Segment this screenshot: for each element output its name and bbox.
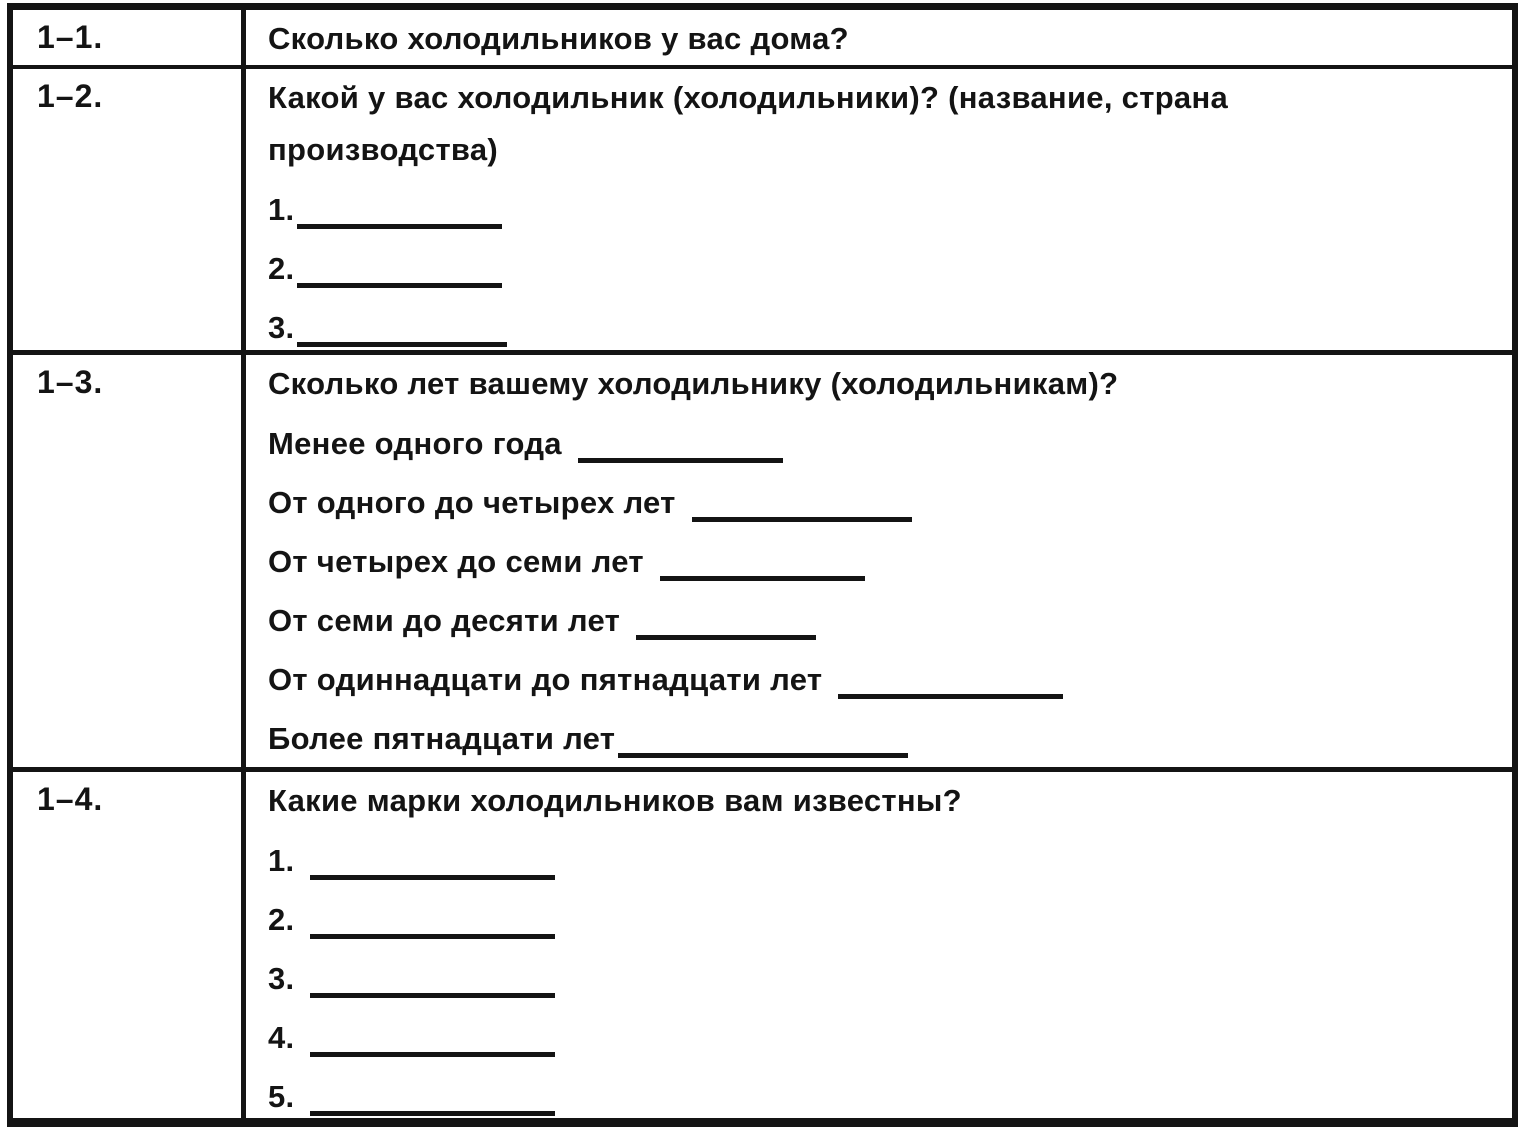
fill-in-blank[interactable]	[838, 669, 1063, 699]
question-cell	[241, 350, 1512, 767]
question-text: Сколько лет вашему холодильнику (холодильникам)?	[268, 366, 1119, 401]
list-item	[268, 1020, 1484, 1057]
question-cell	[241, 65, 1512, 350]
fill-in-blank[interactable]	[692, 492, 912, 522]
list-item	[268, 251, 1484, 288]
item-label: 2.	[268, 251, 295, 286]
item-label: От одного до четырех лет	[268, 485, 676, 520]
list-item	[268, 603, 1484, 640]
item-label: От семи до десяти лет	[268, 603, 621, 638]
item-label: 3.	[268, 961, 295, 996]
item-label: Более пятнадцати лет	[268, 721, 616, 756]
question-number: 1–2.	[13, 65, 241, 350]
question-number: 1–4.	[13, 767, 241, 1118]
question-number: 1–1.	[37, 19, 104, 55]
question-cell	[241, 767, 1512, 1118]
list-item	[268, 192, 1484, 229]
item-label: 4.	[268, 1020, 295, 1055]
fill-in-blank[interactable]	[310, 1027, 555, 1057]
list-item	[268, 961, 1484, 998]
item-label: От одиннадцати до пятнадцати лет	[268, 662, 823, 697]
fill-in-blank[interactable]	[636, 610, 816, 640]
question-text: Какие марки холодильников вам известны?	[268, 783, 962, 818]
question-cell	[241, 10, 1512, 65]
list-item	[268, 902, 1484, 939]
item-label: 1.	[268, 192, 295, 227]
fill-in-blank[interactable]	[660, 551, 865, 581]
list-item	[268, 310, 1484, 347]
list-item	[268, 1079, 1484, 1116]
fill-in-blank[interactable]	[618, 728, 908, 758]
list-item	[268, 485, 1484, 522]
item-label: 2.	[268, 902, 295, 937]
item-label: 5.	[268, 1079, 295, 1114]
question-text: Сколько холодильников у вас дома?	[268, 21, 849, 56]
list-item	[268, 662, 1484, 699]
fill-in-blank[interactable]	[578, 433, 783, 463]
fill-in-blank[interactable]	[297, 199, 502, 229]
list-item	[268, 843, 1484, 880]
item-label: От четырех до семи лет	[268, 544, 644, 579]
item-label: 1.	[268, 843, 295, 878]
list-item	[268, 426, 1484, 463]
item-label: 3.	[268, 310, 295, 345]
fill-in-blank[interactable]	[310, 850, 555, 880]
fill-in-blank[interactable]	[297, 317, 507, 347]
item-label: Менее одного года	[268, 426, 562, 461]
fill-in-blank[interactable]	[310, 1086, 555, 1116]
question-text: Какой у вас холодильник (холодильники)? (название, страна	[268, 80, 1229, 115]
questionnaire-table	[7, 3, 1518, 1127]
fill-in-blank[interactable]	[310, 968, 555, 998]
question-text: производства)	[268, 132, 499, 167]
list-item	[268, 721, 1484, 758]
question-number: 1–3.	[13, 350, 241, 767]
fill-in-blank[interactable]	[297, 258, 502, 288]
fill-in-blank[interactable]	[310, 909, 555, 939]
list-item	[268, 544, 1484, 581]
